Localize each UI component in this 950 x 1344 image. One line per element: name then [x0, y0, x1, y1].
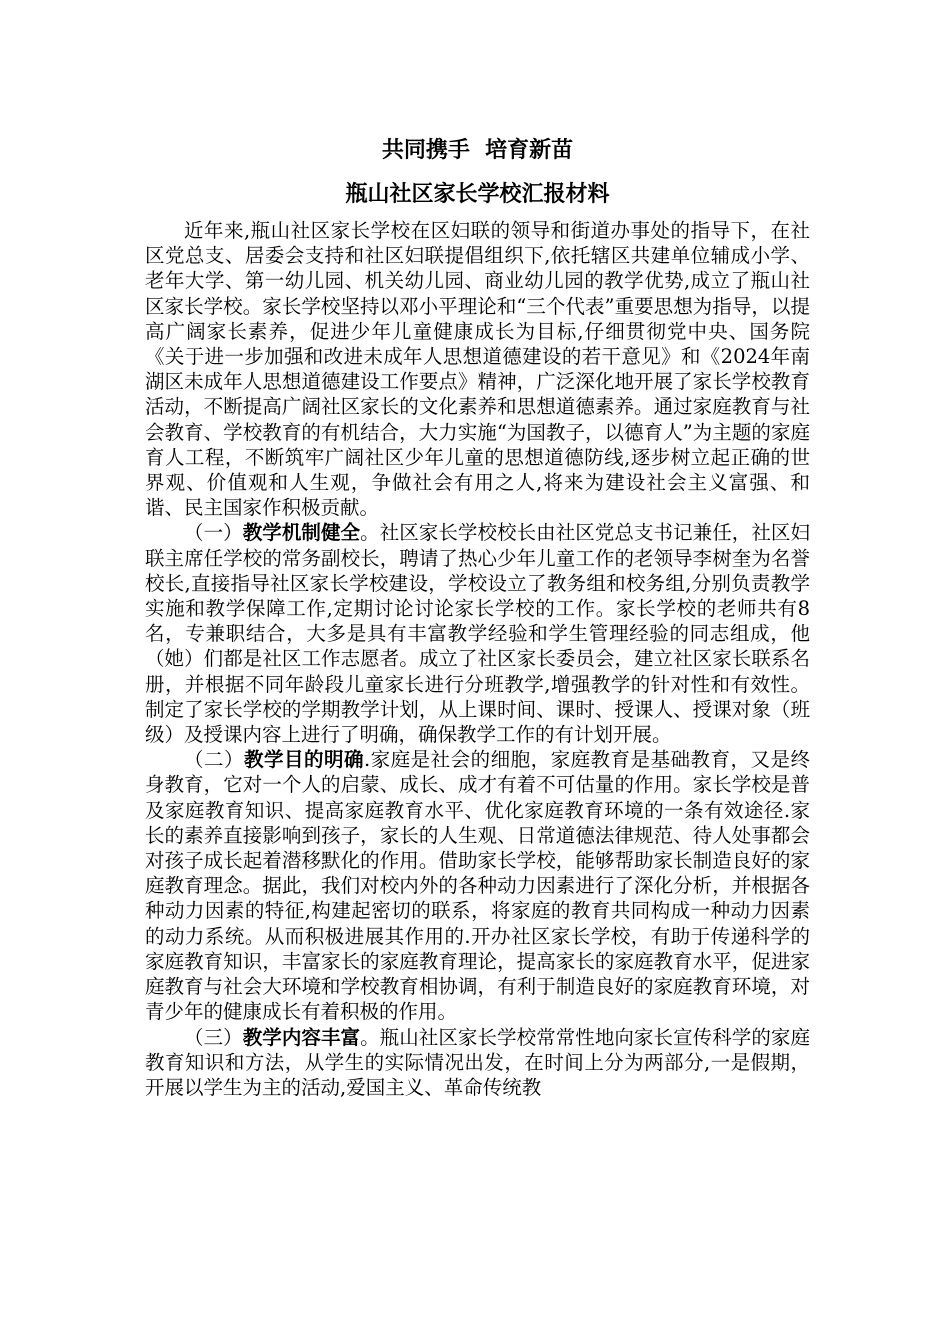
- section-heading-2: 教学目的明确: [243, 748, 364, 772]
- section-paragraph-3: [145, 1025, 810, 1101]
- section-paragraph-1: [145, 520, 810, 747]
- section-body-3: 。瓶山社区家长学校常常性地向家长宣传科学的家庭教育知识和方法，从学生的实际情况出发，在时间上分为两部分,一是假期，开展以学生为主的活动,爱国主义、革命传统教: [145, 1025, 810, 1099]
- section-number-3: （三）: [184, 1025, 243, 1049]
- section-heading-3: 教学内容丰富: [242, 1025, 361, 1049]
- document-page: [145, 130, 810, 1100]
- intro-paragraph: 近年来,瓶山社区家长学校在区妇联的领导和街道办事处的指导下，在社区党总支、居委会支持和社区妇联提倡组织下,依托辖区共建单位辅成小学、老年大学、第一幼儿园、机关幼儿园、商业幼儿园的教学优势,成立了瓶山社区家长学校。家长学校坚持以邓小平理论和“三个代表”重要思想为指导，以提高广阔家长素养，促进少年儿童健康成长为目标,仔细贯彻党中央、国务院《关于进一步加强和改进未成年人思想道德建设的若干意见》和《2024年南湖区未成年人思想道德建设工作要点》精神，广泛深化地开展了家长学校教育活动，不断提高广阔社区家长的文化素养和思想道德素养。通过家庭教育与社会教育、学校教育的有机结合，大力实施“为国教子，以德育人”为主题的家庭育人工程，不断筑牢广阔社区少年儿童的思想道德防线,逐步树立起正确的世界观、价值观和人生观，争做社会有用之人,将来为建设社会主义富强、和谐、民主国家作积极贡献。: [145, 219, 810, 520]
- section-number-2: （二）: [184, 748, 244, 772]
- document-subtitle: 瓶山社区家长学校汇报材料: [345, 181, 610, 207]
- section-paragraph-2: [145, 747, 810, 1024]
- document-title: 共同携手 培育新苗: [381, 137, 574, 163]
- section-body-2: .家庭是社会的细胞，家庭教育是基础教育，又是终身教育，它对一个人的启蒙、成长、成才有着不可估量的作用。家长学校是普及家庭教育知识、提高家庭教育水平、优化家庭教育环境的一条有效途径.家长的素养直接影响到孩子，家长的人生观、日常道德法律规范、待人处事都会对孩子成长起着潜移默化的作用。借助家长学校，能够帮助家长制造良好的家庭教育理念。据此，我们对校内外的各种动力因素进行了深化分析，并根据各种动力因素的特征,构建起密切的联系，将家庭的教育共同构成一种动力因素的动力系统。从而积极进展其作用的.开办社区家长学校，有助于传递科学的家庭教育知识，丰富家长的家庭教育理论，提高家长的家庭教育水平，促进家庭教育与社会大环境和学校教育相协调，有利于制造良好的家庭教育环境，对青少年的健康成长有着积极的作用。: [145, 748, 810, 1024]
- section-heading-1: 教学机制健全: [242, 521, 361, 545]
- section-number-1: （一）: [184, 521, 243, 545]
- section-body-1: 。社区家长学校校长由社区党总支书记兼任，社区妇联主席任学校的常务副校长，聘请了热心少年儿童工作的老领导李树奎为名誉校长,直接指导社区家长学校建设，学校设立了教务组和校务组,分别负责教学实施和教学保障工作,定期讨论讨论家长学校的工作。家长学校的老师共有8名，专兼职结合，大多是具有丰富教学经验和学生管理经验的同志组成，他（她）们都是社区工作志愿者。成立了社区家长委员会，建立社区家长联系名册，并根据不同年龄段儿童家长进行分班教学,增强教学的针对性和有效性。制定了家长学校的学期教学计划，从上课时间、课时、授课人、授课对象（班级）及授课内容上进行了明确，确保教学工作的有计划开展。: [145, 521, 810, 747]
